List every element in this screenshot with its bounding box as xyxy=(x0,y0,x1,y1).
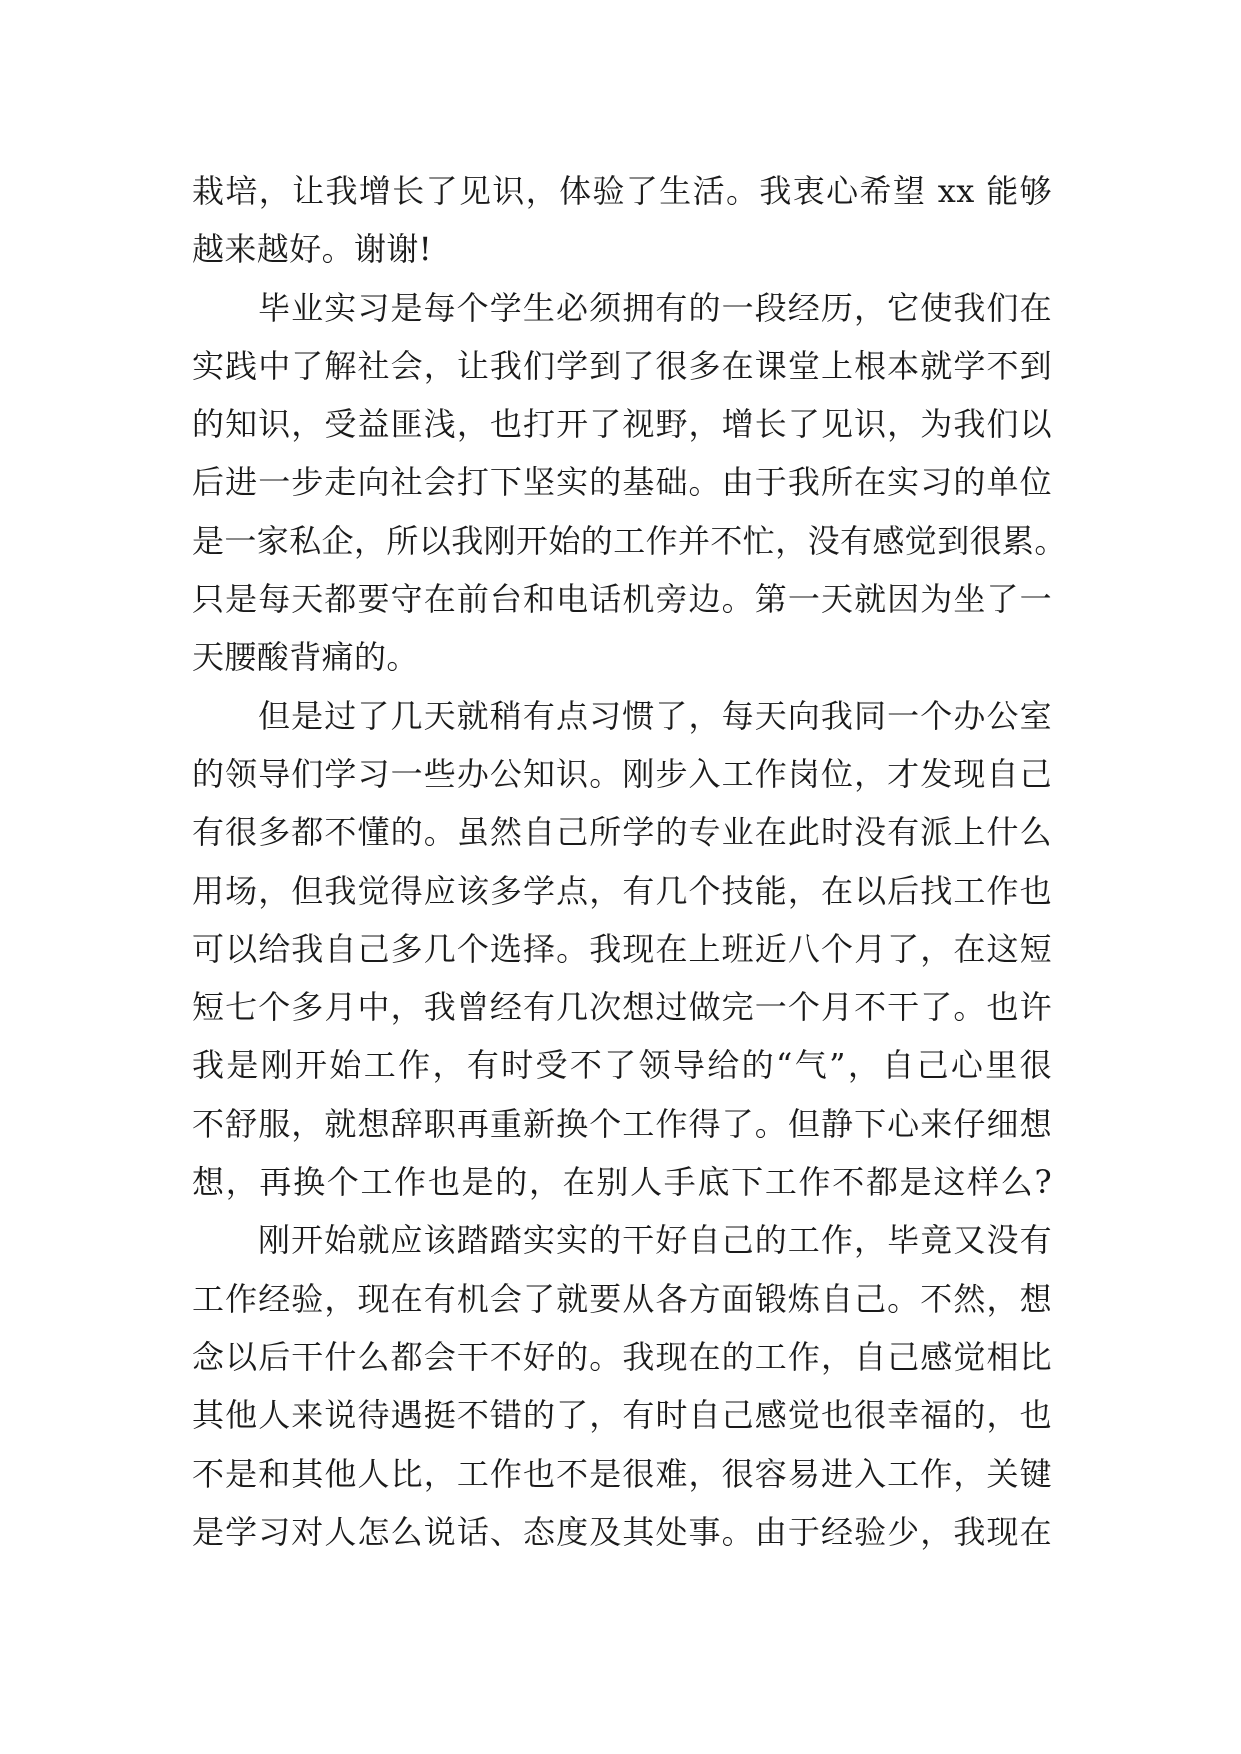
text-line: 工作经验，现在有机会了就要从各方面锻炼自己。不然，想 xyxy=(192,1279,1052,1318)
text-line: 不舒服，就想辞职再重新换个工作得了。但静下心来仔细想 xyxy=(192,1104,1052,1143)
text-line: 短七个多月中，我曾经有几次想过做完一个月不干了。也许 xyxy=(192,988,1052,1027)
text-line: 有很多都不懂的。虽然自己所学的专业在此时没有派上什么 xyxy=(192,813,1052,852)
text-line: 后进一步走向社会打下坚实的基础。由于我所在实习的单位 xyxy=(192,463,1052,502)
text-line: 刚开始就应该踏踏实实的干好自己的工作，毕竟又没有 xyxy=(258,1221,1052,1260)
text-line: 的领导们学习一些办公知识。刚步入工作岗位，才发现自己 xyxy=(192,754,1052,793)
text-line: 其他人来说待遇挺不错的了，有时自己感觉也很幸福的，也 xyxy=(192,1396,1052,1435)
text-line: 想，再换个工作也是的，在别人手底下工作不都是这样么? xyxy=(192,1163,1052,1202)
text-line: 念以后干什么都会干不好的。我现在的工作，自己感觉相比 xyxy=(192,1337,1052,1376)
text-line: 但是过了几天就稍有点习惯了，每天向我同一个办公室 xyxy=(258,696,1052,735)
text-line: 用场，但我觉得应该多学点，有几个技能，在以后找工作也 xyxy=(192,871,1052,910)
text-line: 是一家私企，所以我刚开始的工作并不忙，没有感觉到很累。 xyxy=(192,521,1067,560)
text-line: 是学习对人怎么说话、态度及其处事。由于经验少，我现在 xyxy=(192,1512,1052,1551)
body-text xyxy=(192,162,1067,1561)
text-line: 不是和其他人比，工作也不是很难，很容易进入工作，关键 xyxy=(192,1454,1052,1493)
text-line: 只是每天都要守在前台和电话机旁边。第一天就因为坐了一 xyxy=(192,580,1052,619)
text-line: 毕业实习是每个学生必须拥有的一段经历，它使我们在 xyxy=(258,288,1052,327)
text-line: 栽培，让我增长了见识，体验了生活。我衷心希望 xx 能够 xyxy=(192,172,1052,210)
text-line: 的知识，受益匪浅，也打开了视野，增长了见识，为我们以 xyxy=(192,405,1052,444)
text-line: 我是刚开始工作，有时受不了领导给的“气”，自己心里很 xyxy=(192,1046,1052,1085)
text-line: 实践中了解社会，让我们学到了很多在课堂上根本就学不到 xyxy=(192,346,1052,385)
text-line: 可以给我自己多几个选择。我现在上班近八个月了，在这短 xyxy=(192,929,1052,968)
text-line: 天腰酸背痛的。 xyxy=(192,638,419,677)
text-line: 越来越好。谢谢! xyxy=(192,230,433,269)
